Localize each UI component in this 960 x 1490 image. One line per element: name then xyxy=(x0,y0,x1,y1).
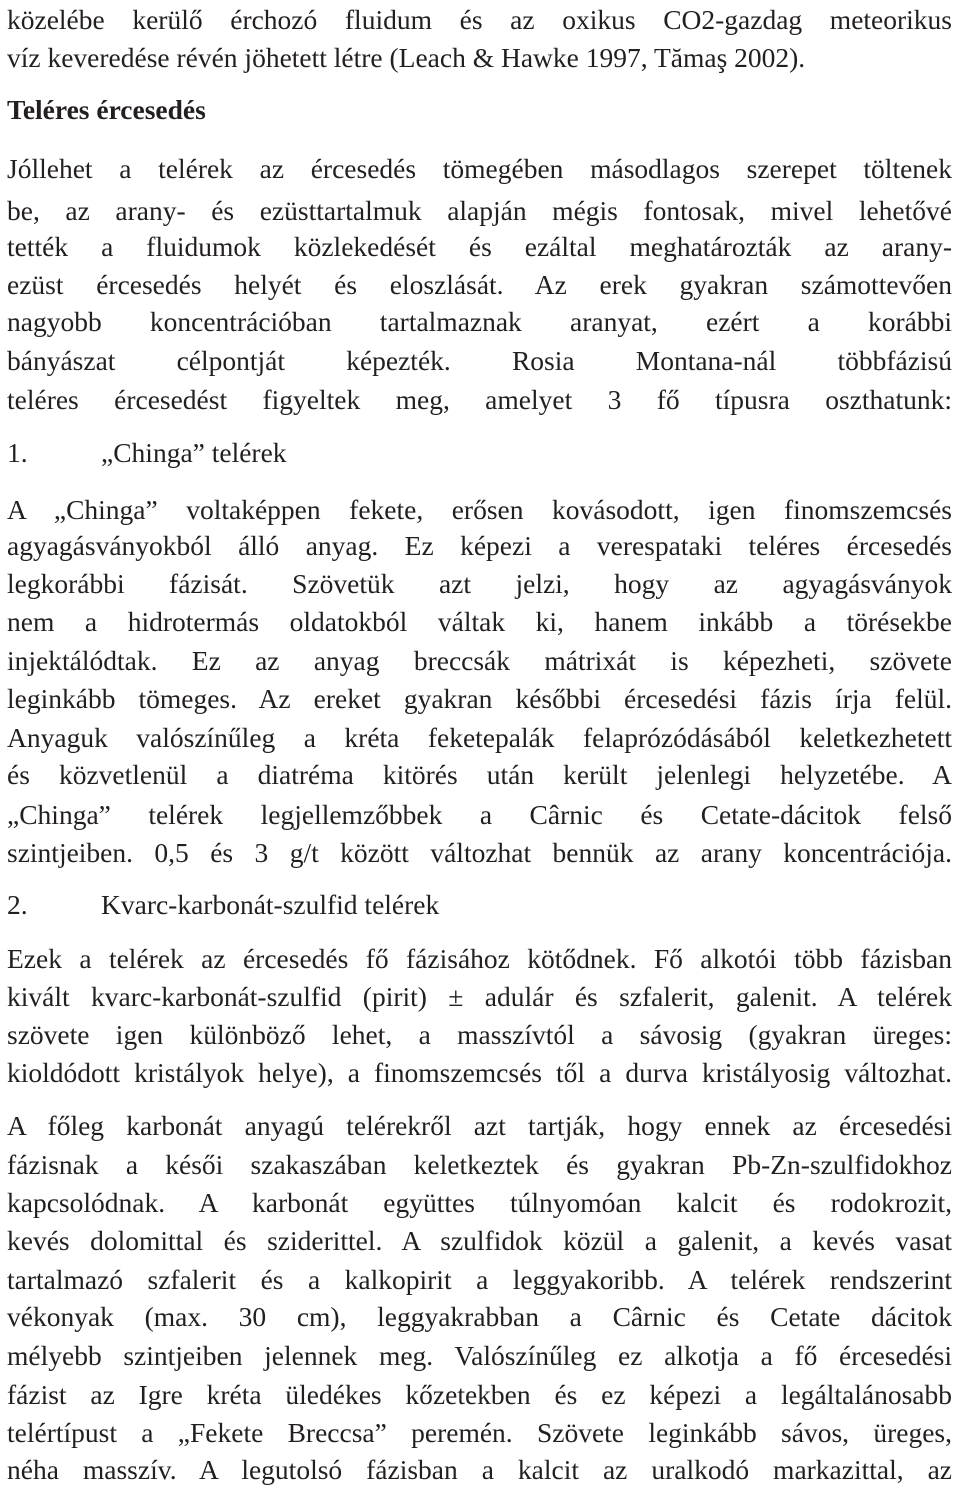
subsection-number: 1. xyxy=(7,437,28,468)
paragraph-line: tették a fluidumok közlekedését és ezáltal meghatározták az arany- xyxy=(7,231,952,262)
paragraph-line: injektálódtak. Ez az anyag breccsák mátrixát is képezheti, szövete xyxy=(7,645,952,676)
paragraph-line: mélyebb szintjeiben jelennek meg. Valószínűleg ez alkotja a fő ércesedési xyxy=(7,1340,952,1371)
paragraph-line: néha masszív. A legutolsó fázisban a kalcit az uralkodó markazittal, az xyxy=(7,1454,952,1485)
paragraph-line: Ezek a telérek az ércesedés fő fázisához kötődnek. Fő alkotói több fázisban xyxy=(7,943,952,974)
paragraph-line: Jóllehet a telérek az ércesedés tömegében másodlagos szerepet töltenek xyxy=(7,153,952,184)
paragraph-line: fázist az Igre kréta üledékes kőzetekben és ez képezi a legáltalánosabb xyxy=(7,1379,952,1410)
paragraph-line: fázisnak a késői szakaszában keletkeztek és gyakran Pb-Zn-szulfidokhoz xyxy=(7,1149,952,1180)
paragraph-line: nem a hidrotermás oldatokból váltak ki, hanem inkább a törésekbe xyxy=(7,606,952,637)
paragraph-line: legkorábbi fázisát. Szövetük azt jelzi, hogy az agyagásványok xyxy=(7,568,952,599)
paragraph-line: be, az arany- és ezüsttartalmuk alapján mégis fontosak, mivel lehetővé xyxy=(7,195,952,226)
intro-line: közelébe kerülő érchozó fluidum és az oxikus CO2-gazdag meteorikus xyxy=(7,4,952,35)
paragraph-line: A főleg karbonát anyagú telérekről azt tartják, hogy ennek az ércesedési xyxy=(7,1110,952,1141)
paragraph-line: bányászat célpontját képezték. Rosia Montana-nál többfázisú xyxy=(7,345,952,376)
paragraph-line: agyagásványokból álló anyag. Ez képezi a verespataki teléres ércesedés xyxy=(7,530,952,561)
paragraph-line: vékonyak (max. 30 cm), leggyakrabban a Cârnic és Cetate dácitok xyxy=(7,1301,952,1332)
paragraph-line: és közvetlenül a diatréma kitörés után került jelenlegi helyzetébe. A xyxy=(7,759,952,790)
paragraph-line: Anyaguk valószínűleg a kréta feketepalák felaprózódásából keletkezhetett xyxy=(7,722,952,753)
paragraph-line: leginkább tömeges. Az ereket gyakran későbbi ércesedési fázis írja felül. xyxy=(7,683,952,714)
paragraph-line: A „Chinga” voltaképpen fekete, erősen kovásodott, igen finomszemcsés xyxy=(7,494,952,525)
subsection-number: 2. xyxy=(7,889,28,920)
paragraph-line: szintjeiben. 0,5 és 3 g/t között változhat bennük az arany koncentrációja. xyxy=(7,837,952,868)
section-heading: Teléres ércesedés xyxy=(7,94,206,125)
paragraph-line: kevés dolomittal és sziderittel. A szulfidok közül a galenit, a kevés vasat xyxy=(7,1225,952,1256)
paragraph-line: „Chinga” telérek legjellemzőbbek a Cârnic és Cetate-dácitok felső xyxy=(7,799,952,830)
paragraph-line: szövete igen különböző lehet, a masszívtól a sávosig (gyakran üreges: xyxy=(7,1019,952,1050)
paragraph-line: kivált kvarc-karbonát-szulfid (pirit) ± adulár és szfalerit, galenit. A telérek xyxy=(7,981,952,1012)
paragraph-line: tartalmazó szfalerit és a kalkopirit a leggyakoribb. A telérek rendszerint xyxy=(7,1264,952,1295)
paragraph-line: nagyobb koncentrációban tartalmaznak aranyat, ezért a korábbi xyxy=(7,306,952,337)
subsection-title: Kvarc-karbonát-szulfid telérek xyxy=(101,889,440,920)
subsection-title: „Chinga” telérek xyxy=(101,437,287,468)
paragraph-line: teléres ércesedést figyeltek meg, amelyet 3 fő típusra oszthatunk: xyxy=(7,384,952,415)
paragraph-line: kapcsolódnak. A karbonát együttes túlnyomóan kalcit és rodokrozit, xyxy=(7,1187,952,1218)
paragraph-line: kioldódott kristályok helye), a finomszemcsés től a durva kristályosig változhat. xyxy=(7,1057,952,1088)
intro-line: víz keveredése révén jöhetett létre (Leach & Hawke 1997, Tămaş 2002). xyxy=(7,42,806,73)
paragraph-line: telértípust a „Fekete Breccsa” peremén. Szövete leginkább sávos, üreges, xyxy=(7,1417,952,1448)
paragraph-line: ezüst ércesedés helyét és eloszlását. Az erek gyakran számottevően xyxy=(7,269,952,300)
